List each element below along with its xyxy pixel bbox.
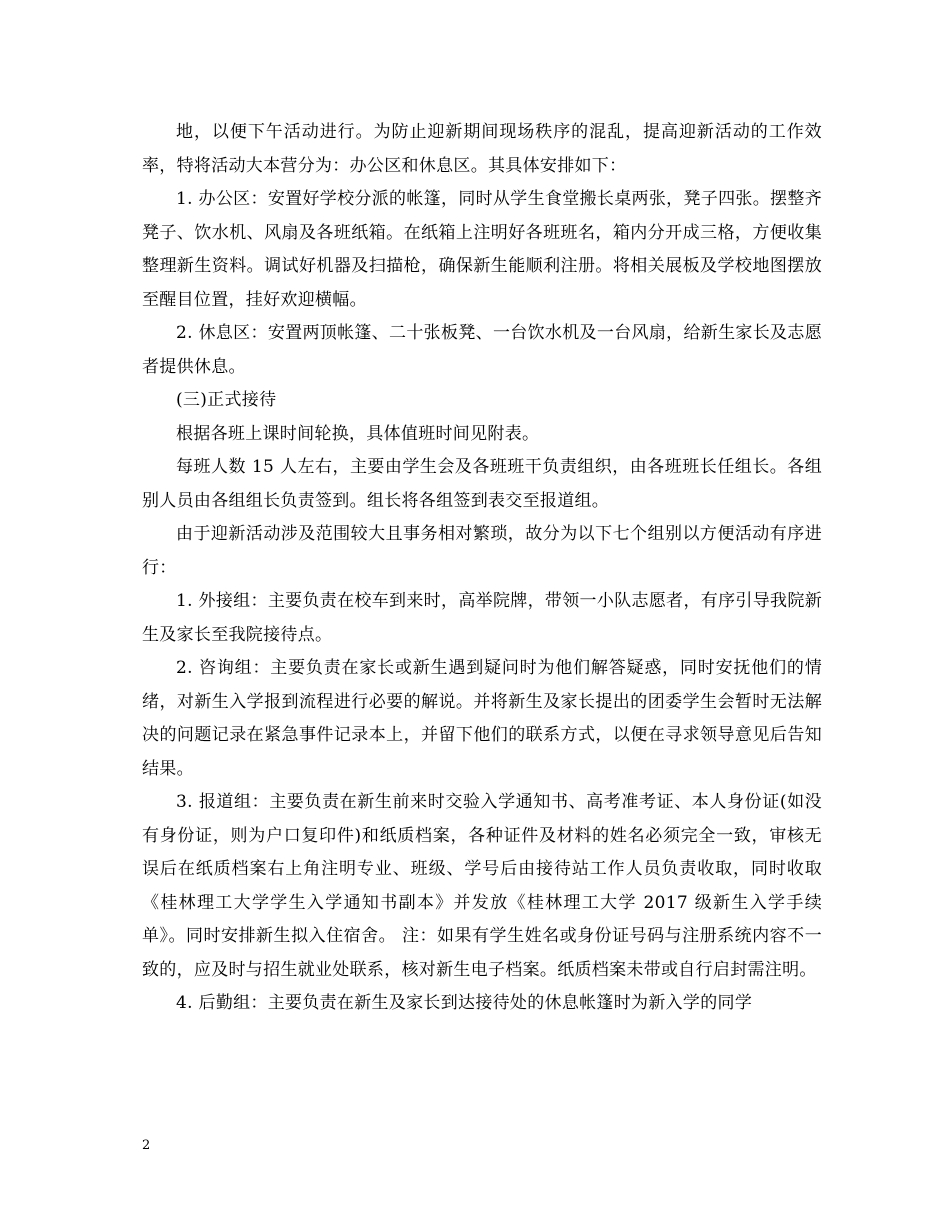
section-heading-formal-reception: (三)正式接待 [176,390,277,410]
paragraph-shift-rotation: 根据各班上课时间轮换，具体值班时间见附表。 [176,423,540,444]
page-number: 2 [142,1138,151,1153]
paragraph-logistics-group: 4. 后勤组：主要负责在新生及家长到达接待处的休息帐篷时为新入学的同学 [176,993,753,1013]
paragraph-intro-continuation: 地，以便下午活动进行。为防止迎新期间现场秩序的混乱，提高迎新活动的工作效率，特将活动大本营分为：办公区和休息区。其具体安排如下： [142,122,822,176]
paragraph-rest-area: 2. 休息区：安置两顶帐篷、二十张板凳、一台饮水机及一台风扇，给新生家长及志愿者提供休息。 [142,323,822,377]
paragraph-pickup-group: 1. 外接组：主要负责在校车到来时，高举院牌，带领一小队志愿者，有序引导我院新生及家长至我院接待点。 [142,591,822,645]
document-body [142,116,822,1021]
paragraph-seven-groups: 由于迎新活动涉及范围较大且事务相对繁琐，故分为以下七个组别以方便活动有序进行： [142,524,822,578]
paragraph-class-staffing: 每班人数 15 人左右，主要由学生会及各班班干负责组织，由各班班长任组长。各组别人员由各组组长负责签到。组长将各组签到表交至报道组。 [142,457,822,511]
paragraph-registration-group: 3. 报道组：主要负责在新生前来时交验入学通知书、高考准考证、本人身份证(如没有身份证，则为户口复印件)和纸质档案，各种证件及材料的姓名必须完全一致，审核无误后在纸质档案右上角注明专业、班级、学号后由接待站工作人员负责收取，同时收取《桂林理工大学学生入学通知书副本》并发放《桂林理工大学 2017 级新生入学手续单》。同时安排新生拟入住宿舍。 注：如果有学生姓名或身份证号码与注册系统内容不一致的，应及时与招生就业处联系，核对新生电子档案。纸质档案未带或自行启封需注明。 [142,792,822,980]
paragraph-office-area: 1. 办公区：安置好学校分派的帐篷，同时从学生食堂搬长桌两张，凳子四张。摆整齐凳子、饮水机、风扇及各班纸箱。在纸箱上注明好各班班名，箱内分开成三格，方便收集整理新生资料。调试好机器及扫描枪，确保新生能顺利注册。将相关展板及学校地图摆放至醒目位置，挂好欢迎横幅。 [142,189,822,310]
paragraph-consulting-group: 2. 咨询组：主要负责在家长或新生遇到疑问时为他们解答疑惑，同时安抚他们的情绪，对新生入学报到流程进行必要的解说。并将新生及家长提出的团委学生会暂时无法解决的问题记录在紧急事件记录本上，并留下他们的联系方式，以便在寻求领导意见后告知结果。 [142,658,822,779]
